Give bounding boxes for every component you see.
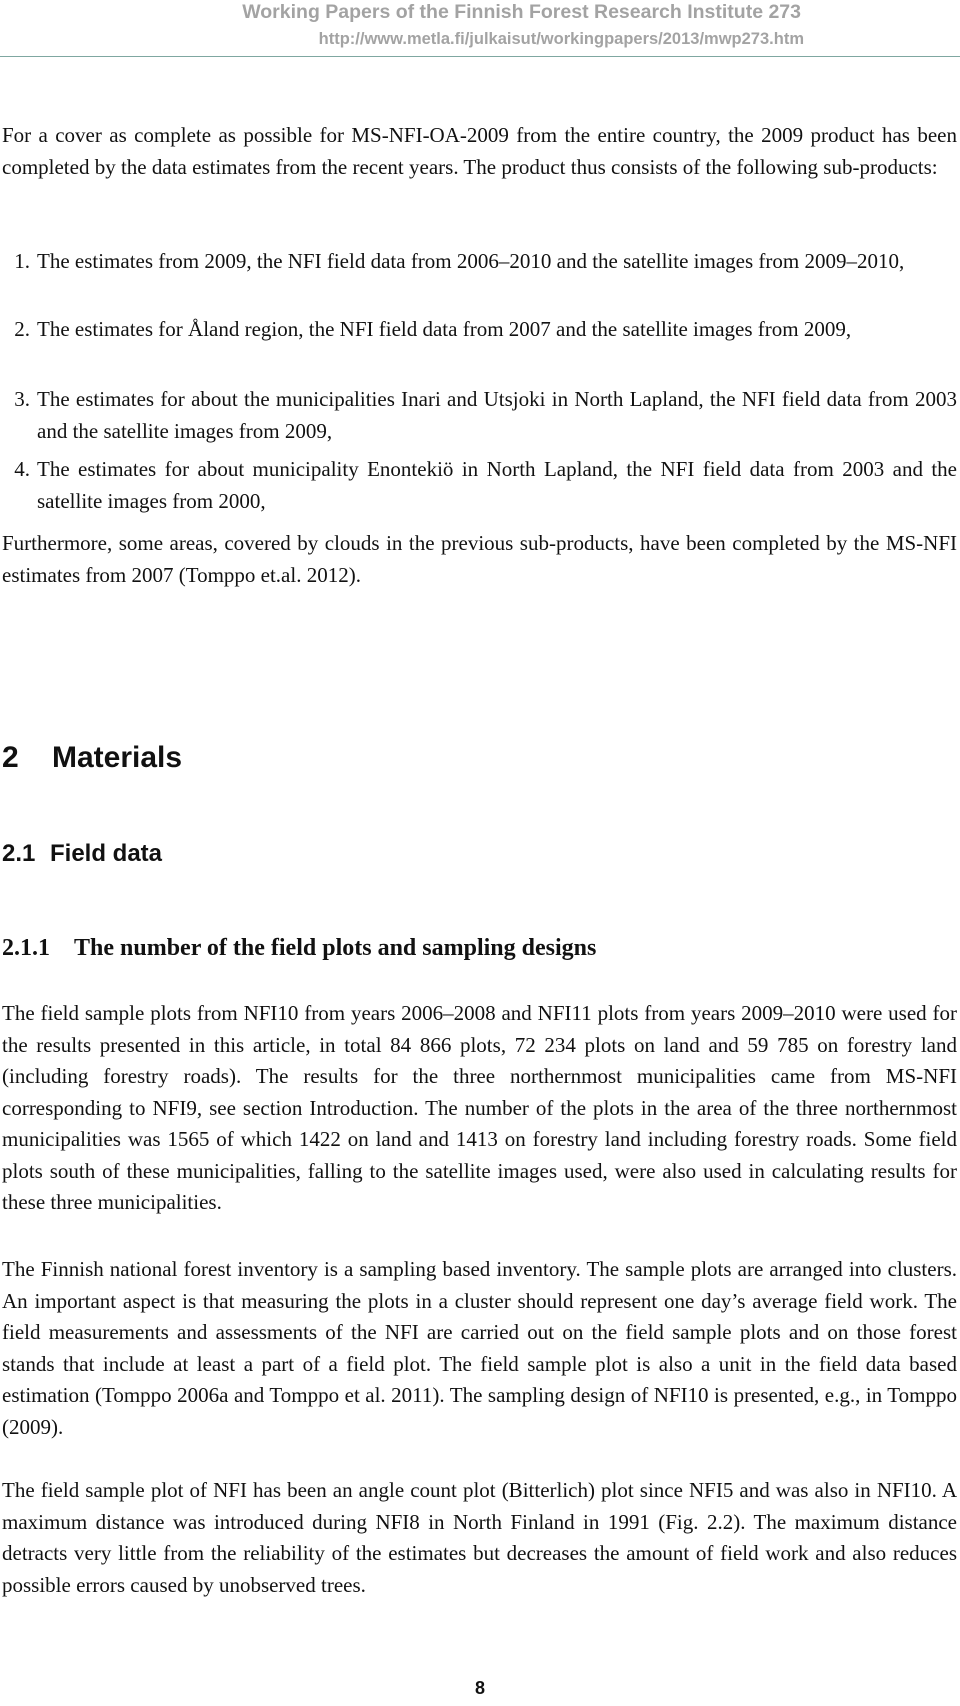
- list-item-text: The estimates from 2009, the NFI field data from 2006–2010 and the satellite images from 2009–2010,: [37, 249, 905, 273]
- body-paragraph: The field sample plots from NFI10 from years 2006–2008 and NFI11 plots from years 2009–2010 were used for the results presented in this article, in total 84 866 plots, 72 234 plots on land and 59 785 on forestry land (including forestry roads). The results for the three northernmost municipalities came from MS-NFI corresponding to NFI9, see section Introduction. The number of the plots in the area of the three northernmost municipalities was 1565 of which 1422 on land and 1413 on forestry land including forestry roads. Some field plots south of these municipalities, falling to the satellite images used, were also used in calculating results for these three municipalities.: [2, 1001, 957, 1214]
- section-number: 2: [2, 741, 19, 774]
- running-header: [0, 0, 960, 57]
- section-title: Materials: [52, 741, 183, 774]
- subsection-number: 2.1: [2, 840, 36, 867]
- header-title: Working Papers of the Finnish Forest Research Institute 273: [242, 1, 801, 23]
- body-paragraph: The Finnish national forest inventory is a sampling based inventory. The sample plots are arranged into clusters. An important aspect is that measuring the plots in a cluster should represent one day’s average field work. The field measurements and assessments of the NFI are carried out on the field sample plots and on those forest stands that include at least a part of a field plot. The field sample plot is also a unit in the field data based estimation (Tomppo 2006a and Tomppo et al. 2011). The sampling design of NFI10 is presented, e.g., in Tomppo (2009).: [2, 1257, 957, 1439]
- subsubsection-title: The number of the field plots and sampling designs: [74, 935, 597, 961]
- list-item-text: The estimates for about the municipalities Inari and Utsjoki in North Lapland, the NFI field data from 2003 and the satellite images from 2009,: [37, 387, 957, 443]
- list-item-number: 1.: [14, 249, 30, 273]
- list-item-number: 2.: [14, 317, 30, 341]
- intro-paragraph: For a cover as complete as possible for MS-NFI-OA-2009 from the entire country, the 2009 product has been completed by the data estimates from the recent years. The product thus consists of the following sub-products:: [2, 123, 957, 179]
- subsection-heading: [2, 840, 162, 868]
- body-paragraph: The field sample plot of NFI has been an angle count plot (Bitterlich) plot since NFI5 and was also in NFI10. A maximum distance was introduced during NFI8 in North Finland in 1991 (Fig. 2.2). The maximum distance detracts very little from the reliability of the estimates but decreases the amount of field work and also reduces possible errors caused by unobserved trees.: [2, 1478, 957, 1597]
- subsubsection-heading: [2, 935, 596, 962]
- list-item: [14, 314, 957, 346]
- list-item-text: The estimates for Åland region, the NFI field data from 2007 and the satellite images from 2009,: [37, 317, 852, 341]
- subsubsection-number: 2.1.1: [2, 935, 50, 961]
- page-number: 8: [474, 1678, 485, 1698]
- list-item-number: 4.: [14, 457, 30, 481]
- list-item: [14, 454, 957, 517]
- list-item-text: The estimates for about municipality Enontekiö in North Lapland, the NFI field data from 2003 and the satellite images from 2000,: [37, 457, 957, 513]
- section-heading: [2, 741, 182, 775]
- list-item: [14, 246, 957, 278]
- furthermore-paragraph: Furthermore, some areas, covered by clouds in the previous sub-products, have been completed by the MS-NFI estimates from 2007 (Tomppo et.al. 2012).: [2, 531, 957, 587]
- list-item-number: 3.: [14, 387, 30, 411]
- header-url[interactable]: http://www.metla.fi/julkaisut/workingpapers/2013/mwp273.htm: [318, 30, 804, 48]
- list-item: [14, 384, 957, 447]
- subsection-title: Field data: [50, 840, 163, 867]
